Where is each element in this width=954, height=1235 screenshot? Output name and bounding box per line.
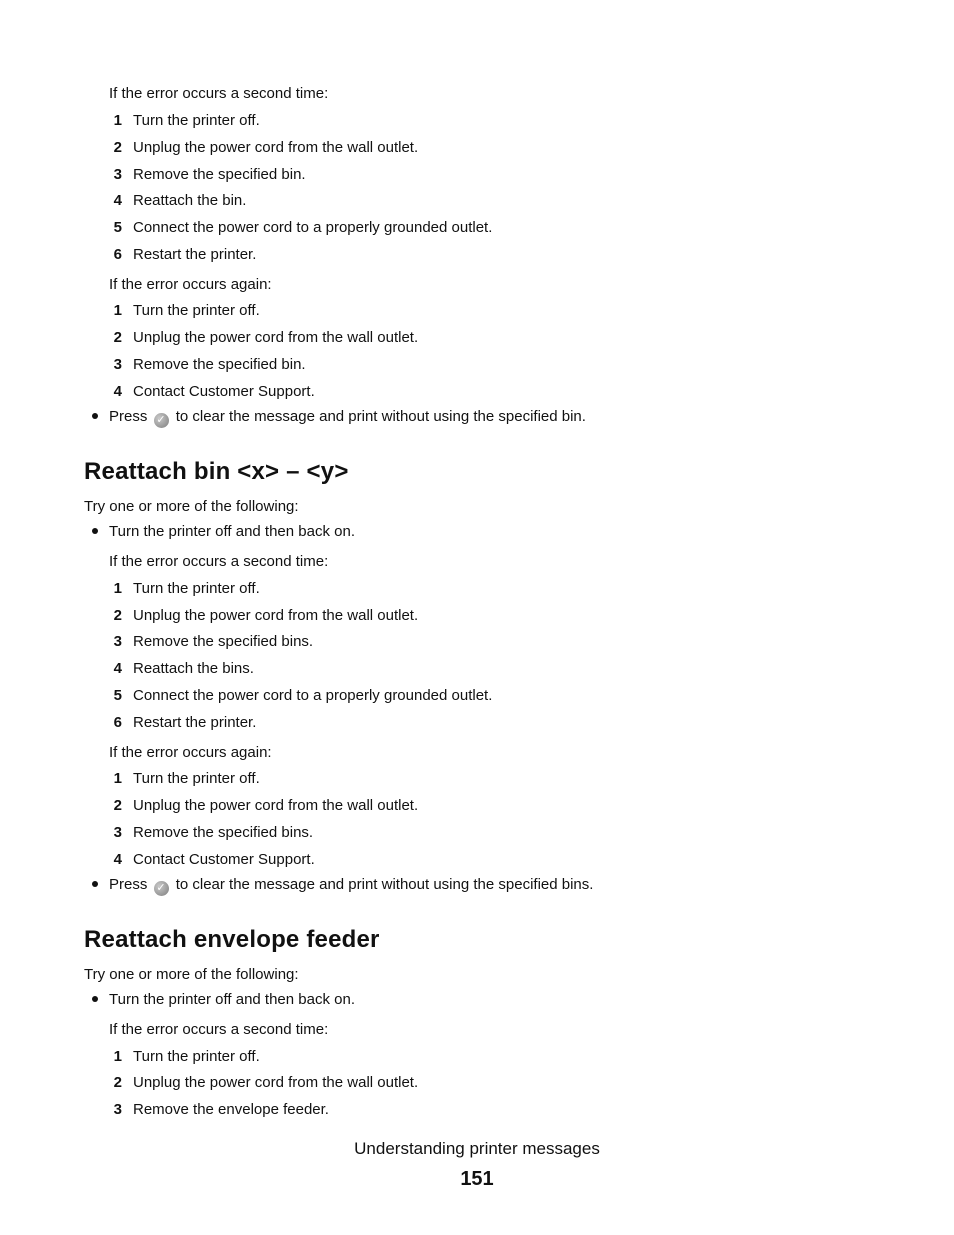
step-text: Unplug the power cord from the wall outlet. xyxy=(133,1074,419,1091)
lead-text: Try one or more of the following: xyxy=(84,498,299,515)
step-number: 5 xyxy=(113,687,122,704)
press-label: Press xyxy=(109,408,148,425)
step-text: Remove the envelope feeder. xyxy=(133,1101,329,1118)
step-text: Contact Customer Support. xyxy=(133,383,315,400)
step-number: 1 xyxy=(113,1048,122,1065)
section-heading: Reattach envelope feeder xyxy=(84,926,380,953)
step-number: 3 xyxy=(113,633,122,650)
step-number: 6 xyxy=(113,714,122,731)
step-text: Remove the specified bins. xyxy=(133,824,314,841)
press-label: Press xyxy=(109,876,148,893)
step-number: 3 xyxy=(113,824,122,841)
press-rest: to clear the message and print without using the specified bins. xyxy=(175,876,594,893)
step-text: Turn the printer off. xyxy=(133,770,260,787)
step-number: 1 xyxy=(113,580,122,597)
intro-second-time: If the error occurs a second time: xyxy=(109,1021,329,1038)
step-text: Remove the specified bins. xyxy=(133,633,314,650)
step-number: 4 xyxy=(113,383,122,400)
step-number: 1 xyxy=(113,112,122,129)
step-number: 2 xyxy=(113,607,122,624)
step-text: Reattach the bin. xyxy=(133,192,247,209)
checkmark-select-icon: ✓ xyxy=(154,413,169,428)
step-text: Remove the specified bin. xyxy=(133,356,306,373)
step-text: Reattach the bins. xyxy=(133,660,254,677)
step-text: Turn the printer off. xyxy=(133,1048,260,1065)
step-text: Connect the power cord to a properly grounded outlet. xyxy=(133,219,493,236)
step-number: 1 xyxy=(113,770,122,787)
step-text: Unplug the power cord from the wall outlet. xyxy=(133,139,419,156)
bullet-point xyxy=(92,881,98,887)
section-heading: Reattach bin <x> – <y> xyxy=(84,458,349,485)
lead-text: Try one or more of the following: xyxy=(84,966,299,983)
step-number: 1 xyxy=(113,302,122,319)
bullet-text: Turn the printer off and then back on. xyxy=(109,523,355,540)
step-text: Restart the printer. xyxy=(133,246,257,263)
step-text: Restart the printer. xyxy=(133,714,257,731)
step-number: 4 xyxy=(113,192,122,209)
footer-section-label: Understanding printer messages xyxy=(354,1139,600,1158)
step-text: Remove the specified bin. xyxy=(133,166,306,183)
press-select-instruction xyxy=(109,408,586,428)
intro-again: If the error occurs again: xyxy=(109,744,272,761)
step-text: Unplug the power cord from the wall outlet. xyxy=(133,797,419,814)
intro-again: If the error occurs again: xyxy=(109,276,272,293)
step-number: 4 xyxy=(113,851,122,868)
step-number: 2 xyxy=(113,139,122,156)
step-text: Contact Customer Support. xyxy=(133,851,315,868)
step-text: Connect the power cord to a properly grounded outlet. xyxy=(133,687,493,704)
step-text: Turn the printer off. xyxy=(133,112,260,129)
step-text: Unplug the power cord from the wall outlet. xyxy=(133,329,419,346)
press-rest: to clear the message and print without using the specified bin. xyxy=(175,408,586,425)
step-number: 3 xyxy=(113,356,122,373)
press-select-instruction xyxy=(109,876,593,896)
page-number: 151 xyxy=(460,1168,494,1190)
checkmark-select-icon: ✓ xyxy=(154,881,169,896)
bullet-text: Turn the printer off and then back on. xyxy=(109,991,355,1008)
step-number: 3 xyxy=(113,1101,122,1118)
step-number: 4 xyxy=(113,660,122,677)
step-number: 5 xyxy=(113,219,122,236)
bullet-point xyxy=(92,996,98,1002)
step-number: 3 xyxy=(113,166,122,183)
step-number: 2 xyxy=(113,329,122,346)
step-text: Turn the printer off. xyxy=(133,302,260,319)
step-number: 2 xyxy=(113,1074,122,1091)
bullet-point xyxy=(92,413,98,419)
step-text: Turn the printer off. xyxy=(133,580,260,597)
bullet-point xyxy=(92,528,98,534)
step-number: 2 xyxy=(113,797,122,814)
intro-second-time: If the error occurs a second time: xyxy=(109,85,329,102)
step-number: 6 xyxy=(113,246,122,263)
step-text: Unplug the power cord from the wall outlet. xyxy=(133,607,419,624)
intro-second-time: If the error occurs a second time: xyxy=(109,553,329,570)
